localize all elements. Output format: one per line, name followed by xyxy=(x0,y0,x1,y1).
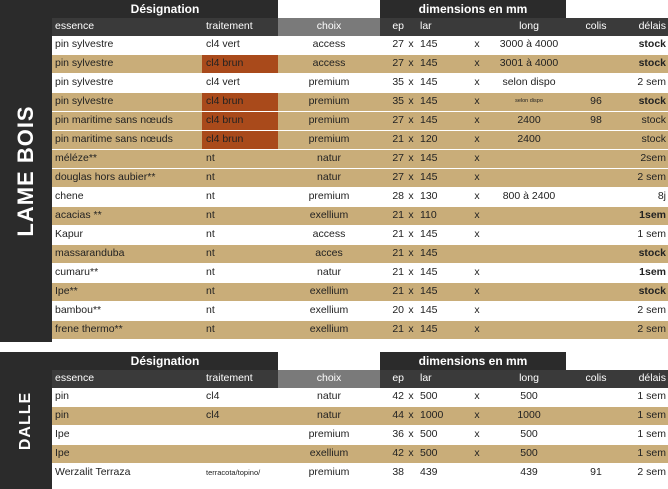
choix-cell: acces xyxy=(278,245,380,263)
essence-cell: Ipe** xyxy=(52,283,202,301)
ep-cell: 36 xyxy=(384,426,404,444)
colis-cell xyxy=(566,131,626,149)
long-cell: selon dispo xyxy=(492,74,566,92)
times-sign: x xyxy=(462,207,492,225)
traitement-cell: cl4 brun xyxy=(202,55,278,73)
ep-cell: 21 xyxy=(384,245,404,263)
lar-cell: 120 xyxy=(418,131,462,149)
traitement-cell: cl4 xyxy=(202,388,278,406)
lar-cell: 500 xyxy=(418,388,462,406)
long-cell xyxy=(492,150,566,168)
designation-header: Désignation xyxy=(52,0,278,18)
delais-cell: 1 sem xyxy=(626,407,668,425)
delais-cell: 2 sem xyxy=(626,169,668,187)
col-long-header: long xyxy=(492,18,566,36)
table-row xyxy=(52,169,668,187)
essence-cell: pin xyxy=(52,407,202,425)
lar-cell: 145 xyxy=(418,321,462,339)
traitement-cell: cl4 vert xyxy=(202,36,278,54)
col-colis-header: colis xyxy=(566,370,626,388)
essence-cell: pin sylvestre xyxy=(52,74,202,92)
colis-cell xyxy=(566,188,626,206)
essence-cell: massaranduba xyxy=(52,245,202,263)
delais-cell: 2 sem xyxy=(626,464,668,482)
lar-cell: 110 xyxy=(418,207,462,225)
delais-cell: stock xyxy=(626,112,668,130)
times-sign: x xyxy=(404,131,418,149)
choix-cell: exellium xyxy=(278,445,380,463)
long-cell xyxy=(492,169,566,187)
delais-cell: stock xyxy=(626,36,668,54)
col-choix-header: choix xyxy=(278,370,380,388)
traitement-cell: nt xyxy=(202,264,278,282)
traitement-cell xyxy=(202,426,278,444)
table-row xyxy=(52,150,668,168)
choix-cell: natur xyxy=(278,150,380,168)
table-row xyxy=(52,407,668,425)
lar-cell: 500 xyxy=(418,426,462,444)
essence-cell: frene thermo** xyxy=(52,321,202,339)
times-sign xyxy=(462,464,492,482)
essence-cell: pin sylvestre xyxy=(52,55,202,73)
choix-cell: exellium xyxy=(278,283,380,301)
traitement-cell: cl4 vert xyxy=(202,74,278,92)
colis-cell xyxy=(566,169,626,187)
times-sign: x xyxy=(404,55,418,73)
designation-header: Désignation xyxy=(52,352,278,370)
column-header-row xyxy=(52,18,668,36)
times-sign: x xyxy=(462,283,492,301)
lar-cell: 145 xyxy=(418,55,462,73)
traitement-cell: nt xyxy=(202,302,278,320)
choix-cell: premium xyxy=(278,74,380,92)
choix-cell: exellium xyxy=(278,321,380,339)
lar-cell: 145 xyxy=(418,93,462,111)
lar-cell: 145 xyxy=(418,283,462,301)
long-cell: 2400 xyxy=(492,131,566,149)
times-sign: x xyxy=(462,445,492,463)
table-row xyxy=(52,302,668,320)
colis-cell xyxy=(566,407,626,425)
delais-cell: 1sem xyxy=(626,264,668,282)
times-sign: x xyxy=(404,407,418,425)
delais-cell: 2 sem xyxy=(626,302,668,320)
table-row xyxy=(52,245,668,263)
colis-cell xyxy=(566,426,626,444)
col-traitement-header: traitement xyxy=(202,18,278,36)
traitement-cell: terracota/topino/ xyxy=(202,464,278,482)
lar-cell: 145 xyxy=(418,74,462,92)
long-cell: selon dispo xyxy=(492,93,566,111)
table-row xyxy=(52,112,668,130)
traitement-cell: cl4 brun xyxy=(202,93,278,111)
choix-cell: access xyxy=(278,55,380,73)
choix-cell: natur xyxy=(278,264,380,282)
ep-cell: 21 xyxy=(384,283,404,301)
lar-cell: 145 xyxy=(418,36,462,54)
times-sign: x xyxy=(404,150,418,168)
times-sign: x xyxy=(462,131,492,149)
col-lar-header: lar xyxy=(418,370,462,388)
long-cell xyxy=(492,321,566,339)
ep-cell: 44 xyxy=(384,407,404,425)
choix-cell: premium xyxy=(278,464,380,482)
long-cell: 1000 xyxy=(492,407,566,425)
table-row xyxy=(52,36,668,54)
traitement-cell: cl4 brun xyxy=(202,112,278,130)
essence-cell: douglas hors aubier** xyxy=(52,169,202,187)
ep-cell: 42 xyxy=(384,388,404,406)
ep-cell: 20 xyxy=(384,302,404,320)
table-row xyxy=(52,188,668,206)
delais-cell: stock xyxy=(626,245,668,263)
delais-cell: stock xyxy=(626,131,668,149)
colis-cell xyxy=(566,264,626,282)
lar-cell: 1000 xyxy=(418,407,462,425)
times-sign xyxy=(462,245,492,263)
dalle-section xyxy=(0,352,668,489)
ep-cell: 35 xyxy=(384,74,404,92)
times-sign: x xyxy=(462,188,492,206)
colis-cell: 96 xyxy=(566,93,626,111)
long-cell xyxy=(492,283,566,301)
side-label-panel xyxy=(0,0,52,342)
delais-cell: 2 sem xyxy=(626,74,668,92)
col-delais-header: délais xyxy=(626,370,668,388)
colis-cell: 98 xyxy=(566,112,626,130)
lar-cell: 145 xyxy=(418,264,462,282)
traitement-cell: nt xyxy=(202,321,278,339)
colis-cell xyxy=(566,226,626,244)
lar-cell: 145 xyxy=(418,302,462,320)
ep-cell: 27 xyxy=(384,55,404,73)
ep-cell: 27 xyxy=(384,150,404,168)
delais-cell: stock xyxy=(626,55,668,73)
delais-cell: 2sem xyxy=(626,150,668,168)
table-row xyxy=(52,426,668,444)
ep-cell: 38 xyxy=(384,464,404,482)
table-row xyxy=(52,55,668,73)
times-sign: x xyxy=(462,302,492,320)
times-sign xyxy=(404,464,418,482)
long-cell xyxy=(492,226,566,244)
essence-cell: pin sylvestre xyxy=(52,36,202,54)
traitement-cell: nt xyxy=(202,207,278,225)
ep-cell: 21 xyxy=(384,264,404,282)
delais-cell: stock xyxy=(626,283,668,301)
colis-cell xyxy=(566,302,626,320)
delais-cell: 1sem xyxy=(626,207,668,225)
times-sign: x xyxy=(462,150,492,168)
choix-cell: premium xyxy=(278,112,380,130)
delais-cell: stock xyxy=(626,93,668,111)
essence-cell: Kapur xyxy=(52,226,202,244)
col-essence-header: essence xyxy=(52,370,202,388)
col-lar-header: lar xyxy=(418,18,462,36)
colis-cell xyxy=(566,445,626,463)
table-row xyxy=(52,445,668,463)
times-sign: x xyxy=(404,264,418,282)
traitement-cell: nt xyxy=(202,283,278,301)
table-row xyxy=(52,264,668,282)
lar-cell: 145 xyxy=(418,245,462,263)
col-colis-header: colis xyxy=(566,18,626,36)
side-label: LAME BOIS xyxy=(13,105,38,237)
table-row xyxy=(52,226,668,244)
col-ep-header: ep xyxy=(384,370,404,388)
ep-cell: 42 xyxy=(384,445,404,463)
times-sign: x xyxy=(462,169,492,187)
table-row xyxy=(52,93,668,111)
table-row xyxy=(52,131,668,149)
colis-cell xyxy=(566,55,626,73)
traitement-cell: cl4 xyxy=(202,407,278,425)
essence-cell: chene xyxy=(52,188,202,206)
times-sign: x xyxy=(404,226,418,244)
choix-cell: access xyxy=(278,226,380,244)
long-cell xyxy=(492,302,566,320)
ep-cell: 21 xyxy=(384,207,404,225)
lar-cell: 130 xyxy=(418,188,462,206)
colis-cell xyxy=(566,321,626,339)
long-cell: 2400 xyxy=(492,112,566,130)
long-cell: 3001 à 4000 xyxy=(492,55,566,73)
times-sign: x xyxy=(462,112,492,130)
lar-cell: 145 xyxy=(418,169,462,187)
lar-cell: 145 xyxy=(418,112,462,130)
delais-cell: 1 sem xyxy=(626,226,668,244)
times-sign: x xyxy=(462,55,492,73)
long-cell: 439 xyxy=(492,464,566,482)
colis-cell xyxy=(566,245,626,263)
ep-cell: 35 xyxy=(384,93,404,111)
col-delais-header: délais xyxy=(626,18,668,36)
col-long-header: long xyxy=(492,370,566,388)
times-sign: x xyxy=(404,426,418,444)
choix-cell: natur xyxy=(278,169,380,187)
times-sign: x xyxy=(404,207,418,225)
times-sign: x xyxy=(404,302,418,320)
table-row xyxy=(52,388,668,406)
times-sign: x xyxy=(462,74,492,92)
group-header-row xyxy=(52,352,668,370)
side-label-panel xyxy=(0,352,52,489)
traitement-cell: nt xyxy=(202,188,278,206)
choix-cell: natur xyxy=(278,407,380,425)
ep-cell: 27 xyxy=(384,112,404,130)
colis-cell xyxy=(566,74,626,92)
delais-cell: 1 sem xyxy=(626,445,668,463)
times-sign: x xyxy=(404,388,418,406)
essence-cell: acacias ** xyxy=(52,207,202,225)
colis-cell: 91 xyxy=(566,464,626,482)
times-sign: x xyxy=(404,188,418,206)
long-cell xyxy=(492,207,566,225)
choix-cell: premium xyxy=(278,426,380,444)
traitement-cell: nt xyxy=(202,226,278,244)
essence-cell: bambou** xyxy=(52,302,202,320)
long-cell xyxy=(492,264,566,282)
colis-cell xyxy=(566,388,626,406)
long-cell: 3000 à 4000 xyxy=(492,36,566,54)
colis-cell xyxy=(566,150,626,168)
times-sign: x xyxy=(404,74,418,92)
lar-cell: 145 xyxy=(418,226,462,244)
times-sign: x xyxy=(462,36,492,54)
times-sign: x xyxy=(404,321,418,339)
essence-cell: Ipe xyxy=(52,426,202,444)
times-sign: x xyxy=(462,264,492,282)
col-traitement-header: traitement xyxy=(202,370,278,388)
times-sign: x xyxy=(404,169,418,187)
lar-cell: 439 xyxy=(418,464,462,482)
ep-cell: 28 xyxy=(384,188,404,206)
ep-cell: 21 xyxy=(384,131,404,149)
times-sign: x xyxy=(404,93,418,111)
ep-cell: 27 xyxy=(384,169,404,187)
dimensions-header: dimensions en mm xyxy=(380,0,566,18)
essence-cell: pin sylvestre xyxy=(52,93,202,111)
traitement-cell: nt xyxy=(202,169,278,187)
col-ep-header: ep xyxy=(384,18,404,36)
choix-cell: natur xyxy=(278,388,380,406)
table-row xyxy=(52,283,668,301)
times-sign: x xyxy=(404,36,418,54)
long-cell xyxy=(492,245,566,263)
essence-cell: Werzalit Terraza xyxy=(52,464,202,482)
times-sign: x xyxy=(462,226,492,244)
times-sign: x xyxy=(462,388,492,406)
ep-cell: 21 xyxy=(384,321,404,339)
ep-cell: 21 xyxy=(384,226,404,244)
times-sign: x xyxy=(462,407,492,425)
lar-cell: 145 xyxy=(418,150,462,168)
long-cell: 500 xyxy=(492,426,566,444)
ep-cell: 27 xyxy=(384,36,404,54)
traitement-cell: cl4 brun xyxy=(202,131,278,149)
side-label: DALLE xyxy=(17,391,34,450)
group-header-row xyxy=(52,0,668,18)
colis-cell xyxy=(566,283,626,301)
times-sign: x xyxy=(462,321,492,339)
essence-cell: méléze** xyxy=(52,150,202,168)
times-sign: x xyxy=(404,112,418,130)
choix-cell: premium xyxy=(278,188,380,206)
col-essence-header: essence xyxy=(52,18,202,36)
essence-cell: pin xyxy=(52,388,202,406)
choix-cell: premium xyxy=(278,93,380,111)
choix-cell: access xyxy=(278,36,380,54)
choix-cell: exellium xyxy=(278,302,380,320)
column-header-row xyxy=(52,370,668,388)
table-row xyxy=(52,74,668,92)
traitement-cell: nt xyxy=(202,245,278,263)
essence-cell: pin maritime sans nœuds xyxy=(52,131,202,149)
times-sign: x xyxy=(462,426,492,444)
table-row xyxy=(52,321,668,339)
delais-cell: 1 sem xyxy=(626,388,668,406)
table-row xyxy=(52,207,668,225)
long-cell: 500 xyxy=(492,388,566,406)
essence-cell: Ipe xyxy=(52,445,202,463)
choix-cell: premium xyxy=(278,131,380,149)
choix-cell: exellium xyxy=(278,207,380,225)
essence-cell: pin maritime sans nœuds xyxy=(52,112,202,130)
colis-cell xyxy=(566,36,626,54)
essence-cell: cumaru** xyxy=(52,264,202,282)
long-cell: 800 à 2400 xyxy=(492,188,566,206)
lar-cell: 500 xyxy=(418,445,462,463)
table-row xyxy=(52,464,668,482)
traitement-cell xyxy=(202,445,278,463)
col-choix-header: choix xyxy=(278,18,380,36)
times-sign: x xyxy=(404,245,418,263)
traitement-cell: nt xyxy=(202,150,278,168)
delais-cell: 2 sem xyxy=(626,321,668,339)
delais-cell: 8j xyxy=(626,188,668,206)
times-sign: x xyxy=(404,283,418,301)
times-sign: x xyxy=(462,93,492,111)
colis-cell xyxy=(566,207,626,225)
long-cell: 500 xyxy=(492,445,566,463)
dimensions-header: dimensions en mm xyxy=(380,352,566,370)
times-sign: x xyxy=(404,445,418,463)
delais-cell: 1 sem xyxy=(626,426,668,444)
